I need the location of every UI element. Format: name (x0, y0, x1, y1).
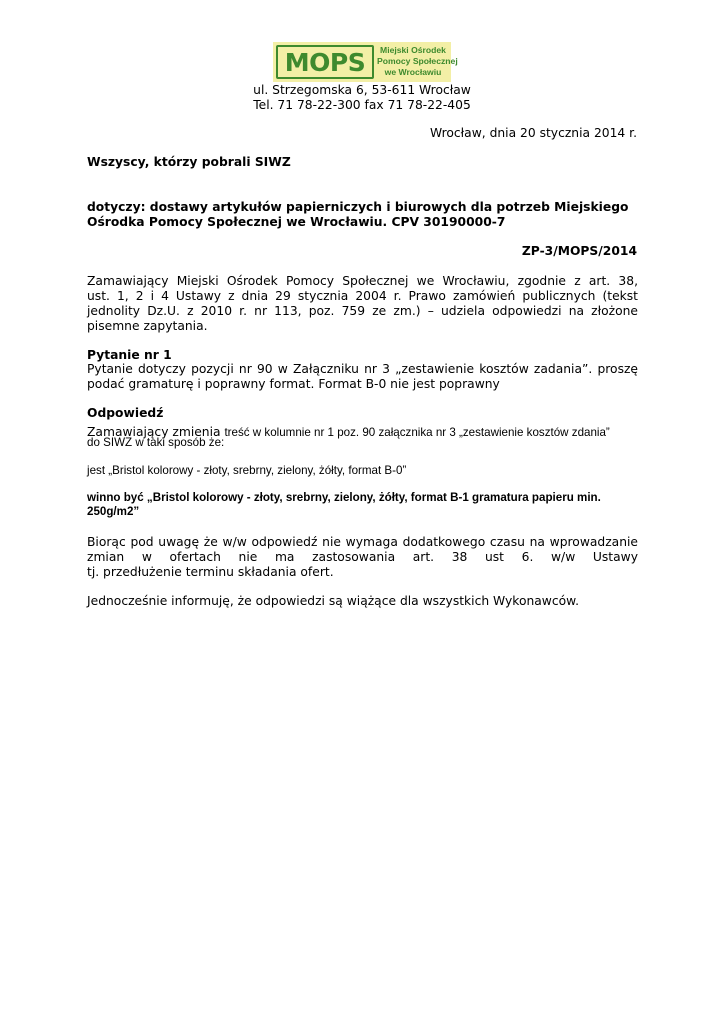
answer-should-be-line-2: 250g/m2” (87, 505, 140, 518)
question-heading: Pytanie nr 1 (87, 348, 172, 362)
subject-line-1: dotyczy: dostawy artykułów papierniczych i biurowych dla potrzeb Miejskiego (87, 200, 629, 214)
logo-line-2: Pomocy Społecznej (377, 56, 458, 66)
intro-paragraph (87, 274, 638, 334)
phone-line: Tel. 71 78-22-300 fax 71 78-22-405 (253, 98, 471, 112)
answer-line-1-rest: treść w kolumnie nr 1 poz. 90 załącznika nr 3 „zestawienie kosztów zdania” (224, 426, 610, 439)
answer-current-text: jest „Bristol kolorowy - złoty, srebrny, zielony, żółty, format B-0” (87, 464, 407, 477)
mops-logo (273, 42, 458, 82)
answer-heading: Odpowiedź (87, 406, 164, 420)
date-line: Wrocław, dnia 20 stycznia 2014 r. (429, 126, 637, 140)
note-line-3: tj. przedłużenie terminu składania ofert. (87, 565, 334, 579)
subject-line-2: Ośrodka Pomocy Społecznej we Wrocławiu. CPV 30190000-7 (87, 215, 506, 229)
answer-should-be-line-1: winno być „Bristol kolorowy - złoty, srebrny, zielony, żółty, format B-1 gramatura papieru min. (87, 491, 601, 504)
logo-line-3: we Wrocławiu (384, 67, 442, 77)
note-line-1: Biorąc pod uwagę że w/w odpowiedź nie wymaga dodatkowego czasu na wprowadzanie (87, 535, 638, 549)
intro-line-2: ust. 1, 2 i 4 Ustawy z dnia 29 stycznia 2004 r. Prawo zamówień publicznych (tekst (87, 289, 638, 303)
question-body (87, 362, 638, 392)
question-line-2: podać gramaturę i poprawny format. Format B-0 nie jest poprawny (87, 377, 500, 391)
answer-line-2: do SIWZ w taki sposób że: (87, 436, 225, 449)
logo-line-1: Miejski Ośrodek (380, 45, 446, 55)
answer-line-1-start: Zamawiający zmienia (87, 425, 225, 439)
intro-line-3: jednolity Dz.U. z 2010 r. nr 113, poz. 759 ze zm.) – udziela odpowiedzi na złożone (87, 304, 638, 318)
address-line: ul. Strzegomska 6, 53-611 Wrocław (253, 83, 471, 97)
logo-mark (276, 45, 374, 79)
recipient: Wszyscy, którzy pobrali SIWZ (87, 155, 291, 169)
logo-mark-text: MOPS (284, 47, 366, 77)
question-line-1: Pytanie dotyczy pozycji nr 90 w Załączniku nr 3 „zestawienie kosztów zadania”. proszę (87, 362, 638, 376)
closing-statement: Jednocześnie informuję, że odpowiedzi są wiążące dla wszystkich Wykonawców. (87, 594, 579, 608)
intro-line-1: Zamawiający Miejski Ośrodek Pomocy Społecznej we Wrocławiu, zgodnie z art. 38, (87, 274, 638, 288)
reference-number: ZP-3/MOPS/2014 (521, 244, 637, 258)
note-paragraph (87, 535, 638, 580)
intro-line-4: pisemne zapytania. (87, 319, 208, 333)
note-line-2: zmian w ofertach nie ma zastosowania art. 38 ust 6. w/w Ustawy (87, 550, 638, 564)
logo-text (377, 45, 458, 78)
